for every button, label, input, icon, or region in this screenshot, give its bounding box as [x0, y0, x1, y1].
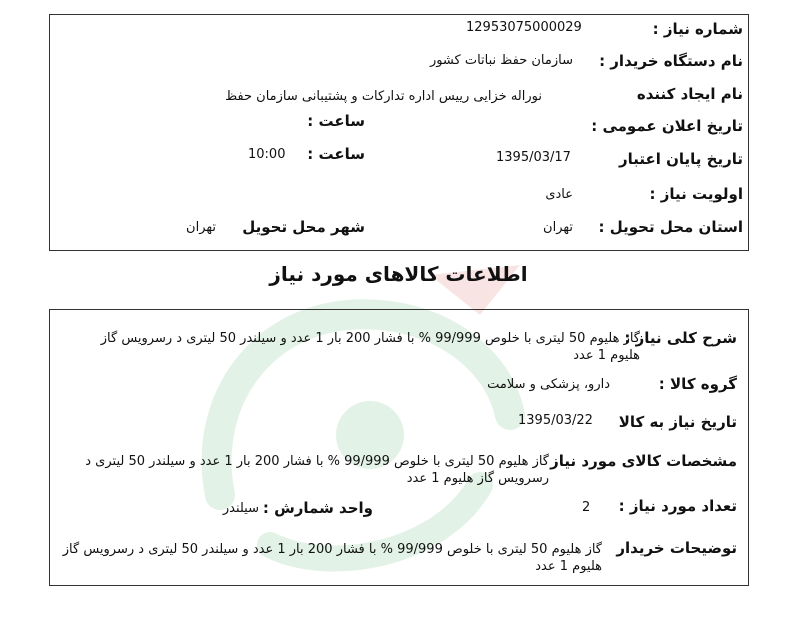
province-value: تهران [543, 220, 573, 235]
announce-time-label: ساعت : [307, 112, 365, 130]
province-label: استان محل تحویل : [598, 218, 743, 236]
quantity-label: تعداد مورد نیاز : [618, 497, 737, 515]
need-date-label: تاریخ نیاز به کالا [618, 413, 737, 431]
goods-group-label: گروه کالا : [658, 375, 737, 393]
priority-label: اولویت نیاز : [649, 185, 743, 203]
buyer-notes-label: توضیحات خریدار [616, 539, 737, 557]
buyer-label: نام دستگاه خریدار : [599, 52, 743, 70]
announce-date-label: تاریخ اعلان عمومی : [591, 117, 743, 135]
validity-date-value: 1395/03/17 [496, 150, 571, 165]
unit-value: سیلندر [222, 501, 259, 516]
validity-time-value: 10:00 [248, 147, 286, 162]
creator-value: نوراله خزایی رییس اداره تدارکات و پشتیبانی سازمان حفظ [225, 89, 542, 104]
general-description-label: شرح کلی نیاز : [624, 329, 737, 347]
buyer-notes-value: گاز هلیوم 50 لیتری با خلوص 99/999 % با فشار 200 بار 1 عدد و سیلندر 50 لیتری د رسرویس گاز هلیوم 1 عدد [62, 542, 602, 574]
validity-time-label: ساعت : [307, 145, 365, 163]
need-date-value: 1395/03/22 [518, 413, 593, 428]
city-value: تهران [186, 220, 216, 235]
validity-date-label: تاریخ پایان اعتبار [618, 150, 743, 168]
tender-number-value: 12953075000029 [466, 20, 582, 35]
quantity-value: 2 [582, 500, 591, 515]
goods-spec-value: گاز هلیوم 50 لیتری با خلوص 99/999 % با فشار 200 بار 1 عدد و سیلندر 50 لیتری د رسرویس گاز هلیوم 1 عدد [85, 454, 549, 486]
creator-label: نام ایجاد کننده [636, 85, 743, 103]
unit-label: واحد شمارش : [262, 499, 373, 517]
city-label: شهر محل تحویل [242, 218, 365, 236]
goods-group-value: دارو، پزشکی و سلامت [487, 377, 610, 392]
goods-spec-label: مشخصات کالای مورد نیاز [550, 452, 737, 470]
buyer-value: سازمان حفظ نباتات کشور [429, 53, 573, 68]
section-title: اطلاعات کالاهای مورد نیاز [269, 262, 528, 286]
general-description-value: گاز هلیوم 50 لیتری با خلوص 99/999 % با فشار 200 بار 1 عدد و سیلندر 50 لیتری د رسرویس گاز هلیوم 1 عدد [100, 331, 640, 363]
priority-value: عادی [545, 187, 573, 202]
tender-number-label: شماره نیاز : [652, 20, 743, 38]
